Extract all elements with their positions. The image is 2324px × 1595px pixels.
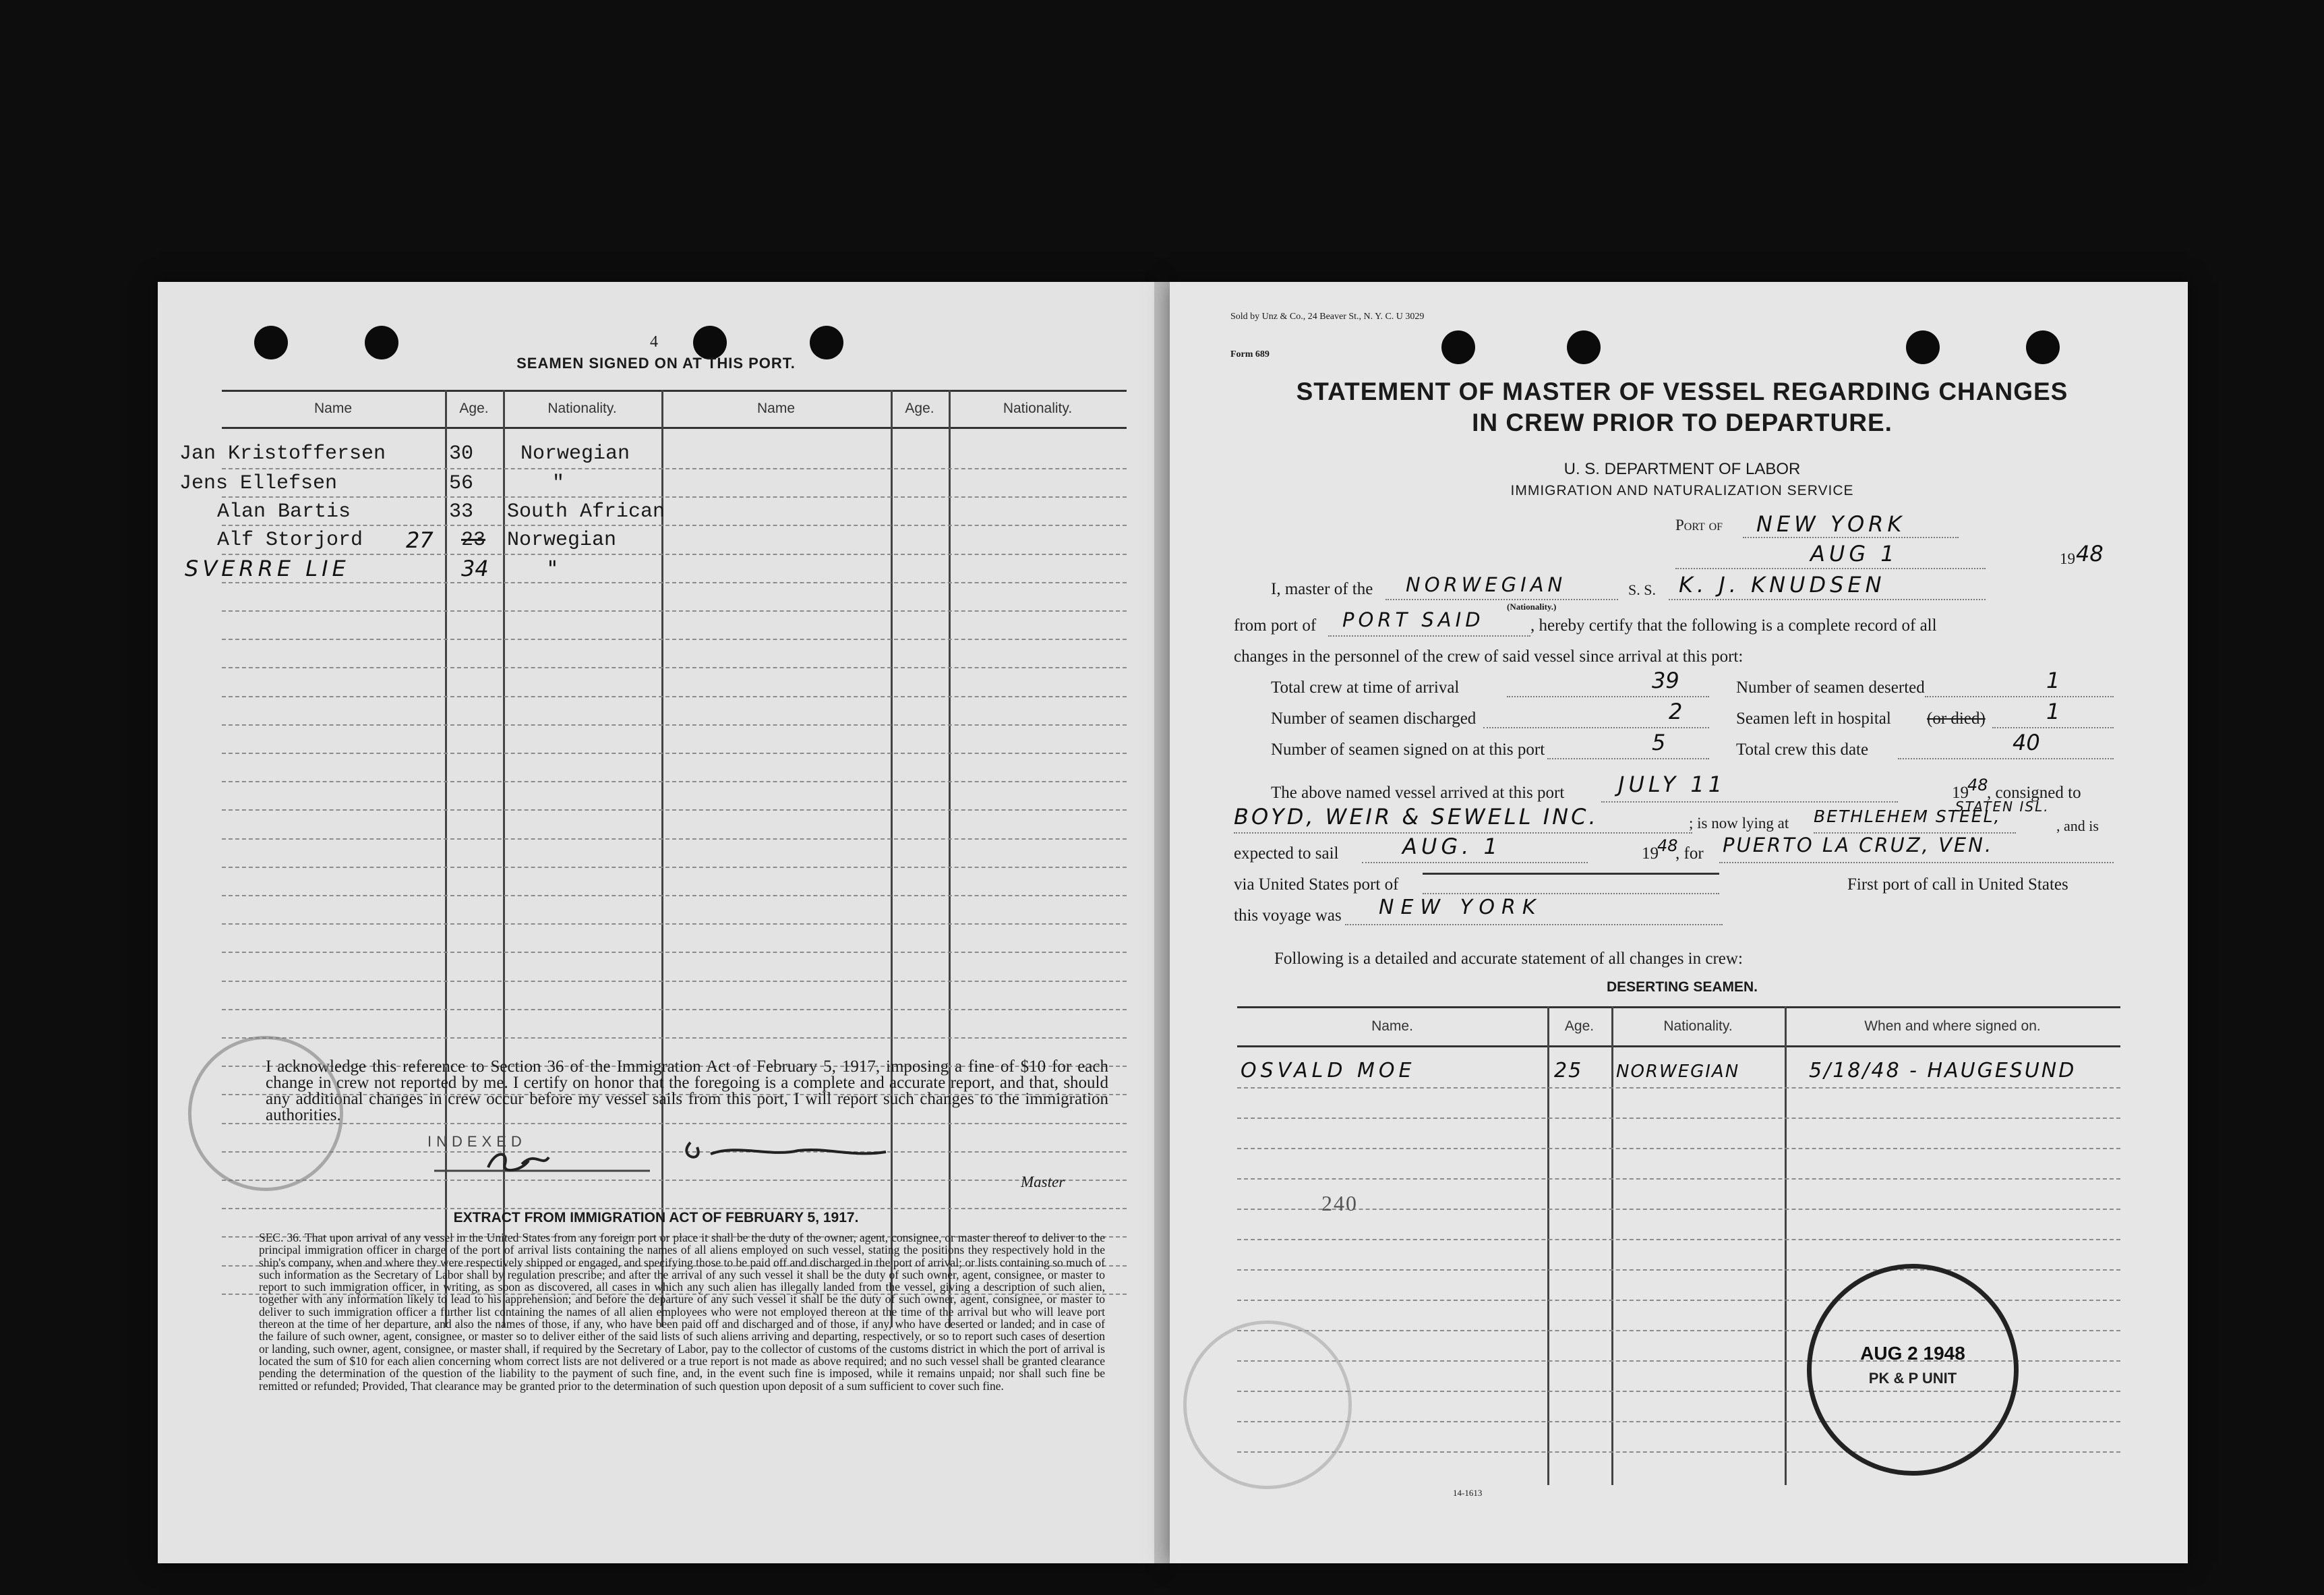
voyage-value: NEW YORK	[1379, 896, 1543, 919]
ruled-line	[222, 667, 1127, 668]
deserted-label: Number of seamen deserted	[1736, 678, 1925, 697]
fill-line	[1675, 568, 1986, 569]
master-of-label: I, master of the	[1271, 580, 1373, 598]
arrived-year: 48	[1967, 776, 1988, 794]
seaman-nationality: Norwegian	[520, 442, 630, 465]
number-stamp: 240	[1321, 1191, 1358, 1215]
fill-line	[1898, 758, 2114, 759]
punch-hole	[1441, 330, 1475, 364]
faint-stamp	[1183, 1321, 1352, 1489]
fill-line	[1328, 635, 1530, 637]
lying-label: ; is now lying at	[1689, 815, 1789, 832]
seaman-nationality: "	[547, 556, 562, 581]
ruled-line	[1237, 1451, 2120, 1453]
ruled-line	[222, 582, 1127, 583]
total-crew-arrival: 39	[1652, 668, 1679, 693]
for-label: , for	[1675, 844, 1704, 863]
ruled-line	[1237, 1239, 2120, 1240]
fill-line	[1483, 727, 1709, 728]
deserter-nationality: NORWEGIAN	[1616, 1062, 1740, 1082]
port-value: NEW YORK	[1756, 511, 1906, 537]
fill-line	[1386, 599, 1618, 600]
left-page	[158, 282, 1154, 1563]
right-page	[1170, 282, 2188, 1563]
fill-line	[1362, 862, 1588, 863]
service: IMMIGRATION AND NATURALIZATION SERVICE	[1510, 483, 1854, 498]
col-header-age-2: Age.	[905, 401, 934, 416]
col-header-nationality-2: Nationality.	[1003, 401, 1073, 416]
seaman-name: Jens Ellefsen	[179, 472, 338, 495]
lying-value: BETHLEHEM STEEL,	[1814, 807, 2001, 826]
hospital-label: Seamen left in hospital	[1736, 709, 1891, 728]
fill-line	[1719, 862, 2114, 863]
seaman-name: Alf Storjord	[217, 529, 363, 552]
ruled-line	[222, 781, 1127, 782]
signature-area	[421, 1137, 893, 1184]
column-divider	[503, 390, 505, 1327]
date-value: AUG 1	[1810, 541, 1899, 567]
ruled-line	[222, 610, 1127, 612]
fill-line	[1743, 537, 1959, 538]
expected-label: expected to sail	[1234, 844, 1339, 863]
fill-line	[1601, 801, 1898, 803]
ruled-line	[222, 838, 1127, 840]
seaman-nationality: "	[552, 472, 565, 495]
seaman-nationality: Norwegian	[507, 529, 617, 552]
ruled-line	[1237, 1269, 2120, 1271]
ruled-line	[222, 867, 1127, 868]
seaman-age: 33	[449, 500, 474, 523]
indexed-stamp: INDEXED	[427, 1133, 527, 1150]
table-header-rule	[222, 427, 1127, 429]
col-header-name-2: Name	[756, 401, 796, 416]
fill-line	[1423, 893, 1719, 894]
signed-on-heading: SEAMEN SIGNED ON AT THIS PORT.	[516, 355, 796, 372]
signed-on-label: Number of seamen signed on at this port	[1271, 741, 1545, 759]
acknowledgment-text: I acknowledge this reference to Section 36 of the Immigration Act of February 5, 1917, imposing a fine of $10 for each change in crew not reported by me. I certify on honor that the foregoing is a complete and accurate report, and that, should any additional changes in crew occur before my vessel sails from this port, I will report such changes to the immigration authorities.	[266, 1057, 1108, 1124]
punch-hole	[2026, 330, 2060, 364]
from-port-label: from port of	[1234, 616, 1317, 635]
ruled-line	[222, 724, 1127, 726]
col-header-age: Age.	[1564, 1018, 1595, 1034]
ruled-line	[222, 696, 1127, 697]
ruled-line	[222, 1037, 1127, 1039]
stamp-unit: PK & P UNIT	[1868, 1370, 1957, 1387]
extract-title: EXTRACT FROM IMMIGRATION ACT OF FEBRUARY 5, 1917.	[453, 1210, 859, 1225]
first-port-label: First port of call in United States	[1847, 875, 2068, 894]
deserter-age: 25	[1554, 1059, 1583, 1082]
ruled-line	[1237, 1087, 2120, 1089]
ruled-line	[222, 895, 1127, 896]
fill-line	[1547, 758, 1709, 759]
ruled-line	[1237, 1148, 2120, 1149]
port-label: Port of	[1675, 517, 1723, 533]
certify-text: , hereby certify that the following is a complete record of all	[1530, 616, 1937, 635]
punch-hole	[1567, 330, 1601, 364]
age-correction: 27	[406, 527, 434, 553]
seaman-nationality: South African	[507, 500, 665, 523]
fill-line	[1345, 924, 1723, 925]
ss-label: S. S.	[1628, 581, 1656, 598]
nationality-value: NORWEGIAN	[1406, 573, 1567, 596]
table-header-rule	[1237, 1045, 2120, 1047]
seaman-age: 30	[449, 442, 474, 465]
col-header-name: Name	[314, 401, 353, 416]
footer-code: 14-1613	[1453, 1488, 1483, 1498]
deserter-signed-on: 5/18/48 - HAUGESUND	[1809, 1059, 2077, 1082]
column-divider	[949, 390, 951, 1327]
ruled-line	[222, 809, 1127, 811]
fill-line	[1992, 727, 2114, 728]
vessel-name: K. J. KNUDSEN	[1679, 572, 1886, 598]
seaman-name: Alan Bartis	[217, 500, 351, 523]
column-divider	[445, 390, 447, 1327]
deserted-count: 1	[2046, 668, 2064, 693]
ruled-line	[222, 923, 1127, 925]
changes-text: changes in the personnel of the crew of said vessel since arrival at this port:	[1234, 647, 1744, 666]
seaman-age: 23	[461, 529, 486, 552]
extract-text: SEC. 36. That upon arrival of any vessel in the United States from any foreign port or place it shall be the duty of the owner, agent, consignee, or master thereof to deliver to the principal immigration officer in charge of the port of arrival lists containing the names of all aliens employed on such vessel, stating the positions they respectively hold in the ship's company, when and where they were respectively shipped or engaged, and specifying those to be paid off and discharged in the port of arrival; or lists containing so much of such information as the Secretary of Labor shall by regulation prescribe; and after the arrival of any such vessel it shall be the duty of such owner, agent, consignee, or master to report to such immigration officer, in writing, as soon as discovered, all cases in which any such alien has illegally landed from the vessel, giving a description of such alien, together with any information likely to lead to his apprehension; and before the departure of any such vessel it shall be the duty of such owner, agent, consignee, or master to deliver to such immigration officer a further list containing the names of all alien employees who were not employed thereon at the time of the arrival but who will leave port thereon at the time of her departure, and also the names of those, if any, who have been paid off and discharged and of those, if any, who have deserted or landed; and in case of the failure of such owner, agent, consignee, or master so to deliver either of the said lists of such aliens arriving and departing, respectively, or so to report such cases of desertion or landing, such owner, agent, consignee, or master shall, if required by the Secretary of Labor, pay to the collector of customs of the customs district in which the port of arrival is located the sum of $10 for each alien concerning whom correct lists are not delivered or a true report is not made as above required; and no such vessel shall be granted clearance pending the determination of the question of the liability to the payment of such fine, and, in the event such fine is imposed, while it remains unpaid; nor shall such fine be remitted or refunded; Provided, That clearance may be granted prior to the determination of such question upon deposit of a sum sufficient to cover such fine.	[259, 1231, 1105, 1393]
ruled-line	[222, 1009, 1127, 1010]
fill-line	[1925, 696, 2114, 697]
ruled-line	[222, 525, 1127, 526]
ruled-line	[1237, 1118, 2120, 1119]
col-header-nationality: Nationality.	[547, 401, 617, 416]
total-crew-arrival-label: Total crew at time of arrival	[1271, 678, 1460, 697]
ruled-line	[222, 496, 1127, 498]
circular-stamp	[188, 1036, 343, 1191]
discharged-count: 2	[1669, 699, 1687, 724]
expected-value: AUG. 1	[1402, 834, 1501, 859]
master-label: Master	[1021, 1173, 1065, 1190]
column-divider	[1785, 1006, 1787, 1485]
fill-line	[1507, 696, 1709, 697]
deserting-heading: DESERTING SEAMEN.	[1606, 979, 1758, 995]
consignee-value: BOYD, WEIR & SEWELL INC.	[1234, 804, 1599, 830]
nationality-caption: (Nationality.)	[1507, 602, 1557, 612]
page-number: 4	[650, 333, 658, 351]
table-top-rule	[1237, 1006, 2120, 1008]
arrived-value: JULY 11	[1618, 772, 1727, 797]
from-port-value: PORT SAID	[1342, 608, 1485, 631]
form-title: STATEMENT OF MASTER OF VESSEL REGARDING CHANGES	[1296, 378, 2068, 405]
total-crew-date-label: Total crew this date	[1736, 741, 1869, 759]
seaman-name: Jan Kristoffersen	[179, 442, 386, 465]
ruled-line	[222, 981, 1127, 982]
stamp-date: AUG 2 1948	[1860, 1343, 1965, 1364]
ruled-line	[1237, 1209, 2120, 1210]
via-label: via United States port of	[1234, 875, 1399, 894]
lying-value-2: STATEN ISL.	[1955, 799, 2050, 815]
seaman-age: 56	[449, 472, 474, 495]
discharged-label: Number of seamen discharged	[1271, 709, 1477, 728]
ruled-line	[222, 753, 1127, 754]
ruled-line	[222, 639, 1127, 640]
column-divider	[1547, 1006, 1549, 1485]
ruled-line	[222, 554, 1127, 555]
ruled-line	[222, 1208, 1127, 1209]
punch-hole	[1906, 330, 1940, 364]
year-prefix: 19	[2060, 550, 2075, 567]
table-top-rule	[222, 390, 1127, 392]
form-title-line2: IN CREW PRIOR TO DEPARTURE.	[1472, 409, 1893, 436]
hospital-count: 1	[2046, 699, 2064, 724]
book-spine	[1154, 282, 1170, 1563]
arrived-year-prefix: 19	[1952, 784, 1969, 802]
arrived-label: The above named vessel arrived at this port	[1271, 784, 1565, 802]
voyage-label: this voyage was	[1234, 906, 1342, 925]
following-text: Following is a detailed and accurate statement of all changes in crew:	[1274, 950, 1743, 968]
col-header-name: Name.	[1371, 1018, 1413, 1034]
form-number: Form 689	[1230, 349, 1270, 359]
hospital-struck: (or died)	[1927, 709, 1986, 728]
destination-value: PUERTO LA CRUZ, VEN.	[1723, 834, 1994, 857]
expected-year: 48	[1657, 836, 1678, 855]
signed-on-count: 5	[1652, 730, 1670, 755]
column-divider	[661, 390, 663, 1327]
deserter-name: OSVALD MOE	[1241, 1059, 1416, 1082]
seller-line: Sold by Unz & Co., 24 Beaver St., N. Y. C. U 3029	[1230, 312, 1425, 322]
inspection-stamp	[1807, 1264, 2019, 1476]
fill-line	[1669, 599, 1986, 600]
column-divider	[1611, 1006, 1613, 1485]
department: U. S. DEPARTMENT OF LABOR	[1563, 460, 1801, 478]
ruled-line	[1237, 1178, 2120, 1180]
column-divider	[891, 390, 893, 1327]
solid-underline	[1423, 873, 1719, 875]
col-header-nationality: Nationality.	[1663, 1018, 1733, 1034]
col-header-signed-on: When and where signed on.	[1864, 1018, 2041, 1034]
ruled-line	[222, 952, 1127, 953]
expected-year-prefix: 19	[1642, 844, 1659, 863]
year-value: 48	[2076, 541, 2104, 567]
ruled-line	[222, 468, 1127, 469]
consigned-label: , consigned to	[1987, 784, 2081, 802]
and-is: , and is	[2056, 817, 2099, 834]
col-header-age: Age.	[459, 401, 489, 416]
seaman-name: SVERRE LIE	[185, 556, 350, 581]
total-crew-date: 40	[2013, 730, 2040, 755]
seaman-age: 34	[461, 556, 489, 581]
